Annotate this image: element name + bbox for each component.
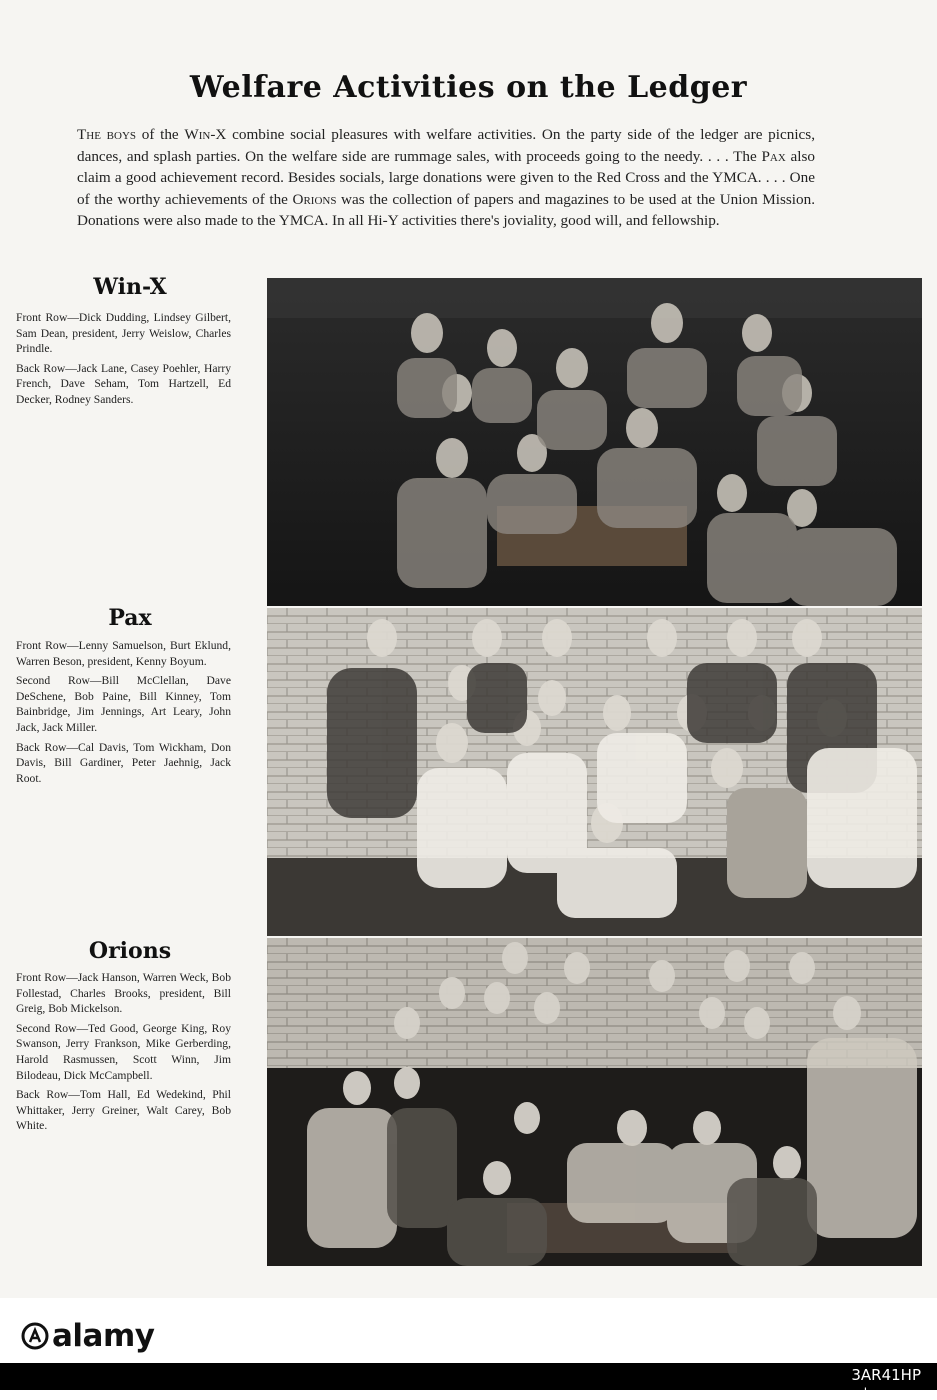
intro-orions: Orions xyxy=(292,190,337,208)
footer-bar xyxy=(0,1363,937,1390)
image-id: 3AR41HP xyxy=(851,1366,921,1384)
intro-paragraph xyxy=(77,124,815,232)
section-title-winx: Win-X xyxy=(93,274,167,300)
footer-url[interactable]: www.alamy.com xyxy=(824,1386,921,1400)
caption-row: Front Row—Dick Dudding, Lindsey Gilbert, Sam Dean, president, Jerry Weislow, Charles Prindle. xyxy=(16,311,231,356)
caption-pax xyxy=(16,638,231,790)
caption-row: Second Row—Ted Good, George King, Roy Swanson, Jerry Frankson, Mike Gerberding, Harold Rasmussen, Scott Winn, Jim Bilodeau, Dick McCampbell. xyxy=(16,1021,231,1082)
alamy-a-icon xyxy=(22,1323,48,1349)
caption-winx xyxy=(16,310,231,412)
caption-row: Front Row—Lenny Samuelson, Burt Eklund, Warren Beson, president, Kenny Boyum. xyxy=(16,639,231,668)
caption-row: Second Row—Bill McClellan, Dave DeSchene, Bob Paine, Bill Kinney, Tom Bainbridge, Jim Jennings, Art Leary, John Jack, Jack Miller. xyxy=(16,674,231,734)
intro-winx: Win-X xyxy=(184,126,227,143)
intro-text-1: of the xyxy=(136,126,185,143)
brand-name: alamy xyxy=(52,1318,155,1354)
section-title-pax: Pax xyxy=(108,605,152,631)
intro-lead: The boys xyxy=(77,126,137,143)
photo-orions-group xyxy=(267,938,922,1266)
intro-text-3: also claim a good achievement record. Besides socials, large donations were given to the Red Cross and the YMCA. . . . One of the worthy achievements of the xyxy=(77,147,815,208)
caption-row: Back Row—Jack Lane, Casey Poehler, Harry French, Dave Seham, Tom Hartzell, Ed Decker, Rodney Sanders. xyxy=(16,361,231,406)
page-title: Welfare Activities on the Ledger xyxy=(189,70,748,105)
photo-pax-group xyxy=(267,608,922,936)
section-title-orions: Orions xyxy=(88,938,172,964)
brand-logo xyxy=(22,1318,154,1354)
caption-row: Back Row—Tom Hall, Ed Wedekind, Phil Whittaker, Jerry Greiner, Walt Carey, Bob White. xyxy=(16,1088,231,1133)
intro-pax: Pax xyxy=(761,147,786,165)
caption-orions xyxy=(16,970,231,1138)
caption-row: Back Row—Cal Davis, Tom Wickham, Don Davis, Bill Gardiner, Peter Jaehnig, Jack Root. xyxy=(16,740,231,785)
caption-row: Front Row—Jack Hanson, Warren Weck, Bob Follestad, Charles Brooks, president, Bill Greig, Bob Mickelson. xyxy=(16,971,231,1016)
photo-winx-group xyxy=(267,278,922,606)
intro-text-2: combine social pleasures with welfare activities. On the party side of the ledger are picnics, dances, and splash parties. On the welfare side are rummage sales, with proceeds going to the needy. . . . The xyxy=(77,126,815,165)
intro-text-4: was the collection of papers and magazines to be used at the Union Mission. Donations were also made to the YMCA. In all Hi-Y activities there's joviality, good will, and fellowship. xyxy=(77,190,816,229)
